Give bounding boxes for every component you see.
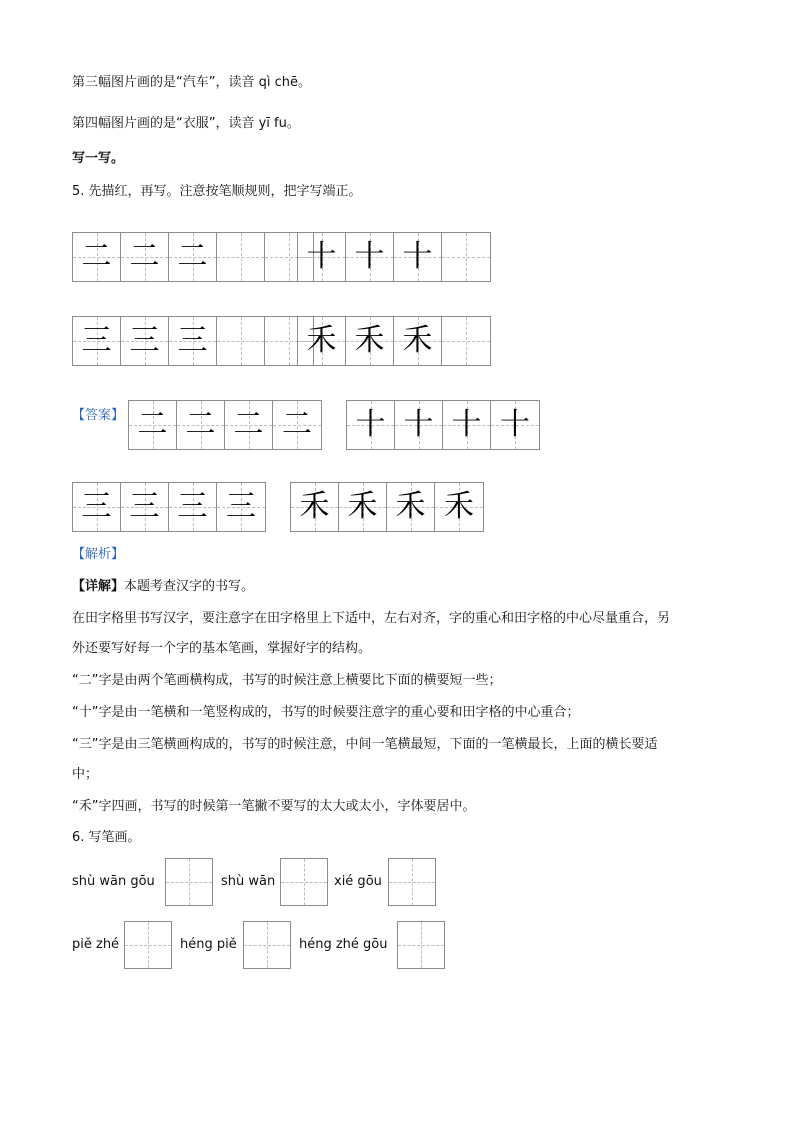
grid-char: 十	[355, 407, 386, 442]
grid-char: 十	[306, 239, 337, 274]
grid-cell	[346, 233, 394, 281]
analysis-paragraph: 外还要写好每一个字的基本笔画，掌握好字的结构。	[72, 641, 372, 656]
grid-cell	[121, 317, 169, 365]
grid-char: 禾	[395, 489, 426, 524]
stroke-answer-box[interactable]	[165, 858, 213, 906]
grid-cell	[73, 317, 121, 365]
grid-char: 十	[500, 407, 530, 442]
grid-char: 禾	[306, 323, 337, 358]
grid-char: 三	[177, 489, 208, 524]
grid-cell	[129, 401, 177, 449]
grid-cell	[394, 233, 442, 281]
grid-cell	[177, 401, 225, 449]
grid-char: 二	[282, 407, 312, 442]
grid-cell-blank[interactable]	[442, 317, 490, 365]
grid-char: 禾	[354, 323, 385, 358]
grid-cell	[273, 401, 321, 449]
stroke-answer-box[interactable]	[388, 858, 436, 906]
grid-cell-blank[interactable]	[442, 233, 490, 281]
grid-char: 三	[129, 489, 160, 524]
section-title: 写一写。	[72, 151, 125, 166]
grid-char: 禾	[299, 489, 330, 524]
stroke-answer-box[interactable]	[124, 921, 172, 969]
grid-char: 二	[185, 407, 216, 442]
grid-char: 二	[81, 239, 112, 274]
grid-char: 三	[81, 323, 112, 358]
grid-cell	[339, 483, 387, 531]
analysis-label: 【解析】	[72, 547, 125, 562]
detail-line	[72, 578, 254, 596]
grid-cell	[298, 233, 346, 281]
grid-char: 二	[137, 407, 168, 442]
grid-cell	[347, 401, 395, 449]
grid-char: 禾	[444, 489, 474, 524]
grid-char: 二	[129, 239, 160, 274]
grid-char: 二	[177, 239, 208, 274]
answer-grid-er	[128, 400, 322, 450]
practice-grid-san	[72, 316, 314, 366]
grid-char: 十	[403, 407, 434, 442]
stroke-label: shù wān gōu	[72, 874, 155, 889]
analysis-paragraph: “三”字是由三笔横画构成的，书写的时候注意，中间一笔横最短，下面的一笔横最长，上面的横长要适	[72, 737, 658, 752]
stroke-label: shù wān	[221, 874, 276, 889]
grid-cell	[169, 483, 217, 531]
intro-line-1: 第三幅图片画的是“汽车”，读音 qì chē。	[72, 75, 311, 90]
practice-grid-shi	[297, 232, 491, 282]
grid-cell	[225, 401, 273, 449]
grid-char: 三	[81, 489, 112, 524]
stroke-answer-box[interactable]	[397, 921, 445, 969]
question-6-prompt: 6. 写笔画。	[72, 830, 141, 845]
grid-char: 十	[451, 407, 482, 442]
stroke-label: héng zhé gōu	[299, 937, 388, 952]
stroke-answer-box[interactable]	[280, 858, 328, 906]
analysis-paragraph: 在田字格里书写汉字，要注意字在田字格里上下适中，左右对齐，字的重心和田字格的中心尽量重合，另	[72, 611, 671, 626]
practice-grid-er	[72, 232, 314, 282]
grid-char: 三	[177, 323, 208, 358]
stroke-label: piě zhé	[72, 937, 120, 952]
grid-cell	[121, 483, 169, 531]
detail-label: 【详解】	[72, 579, 125, 594]
grid-cell	[298, 317, 346, 365]
stroke-answer-box[interactable]	[243, 921, 291, 969]
question-5-prompt: 5. 先描红，再写。注意按笔顺规则，把字写端正。	[72, 184, 362, 199]
grid-cell	[346, 317, 394, 365]
answer-grid-he	[290, 482, 484, 532]
grid-cell	[395, 401, 443, 449]
grid-char: 十	[402, 239, 433, 274]
grid-cell	[169, 317, 217, 365]
grid-cell	[443, 401, 491, 449]
analysis-paragraph: “禾”字四画，书写的时候第一笔撇不要写的太大或太小，字体要居中。	[72, 799, 476, 814]
grid-cell-blank[interactable]	[217, 317, 265, 365]
analysis-paragraph: “二”字是由两个笔画横构成，书写的时候注意上横要比下面的横要短一些；	[72, 673, 502, 688]
grid-cell	[491, 401, 539, 449]
grid-char: 二	[233, 407, 264, 442]
answer-grid-shi	[346, 400, 540, 450]
grid-cell	[394, 317, 442, 365]
grid-cell	[169, 233, 217, 281]
grid-cell	[387, 483, 435, 531]
grid-char: 三	[226, 489, 256, 524]
stroke-label: xié gōu	[334, 874, 382, 889]
grid-char: 三	[129, 323, 160, 358]
grid-char: 禾	[402, 323, 433, 358]
grid-char: 十	[354, 239, 385, 274]
intro-line-2: 第四幅图片画的是“衣服”，读音 yī fu。	[72, 116, 300, 131]
analysis-paragraph: 中；	[72, 767, 99, 782]
analysis-paragraph: “十”字是由一笔横和一笔竖构成的，书写的时候要注意字的重心要和田字格的中心重合；	[72, 705, 580, 720]
grid-cell	[73, 233, 121, 281]
answer-label: 【答案】	[72, 408, 125, 423]
grid-cell	[217, 483, 265, 531]
detail-text: 本题考查汉字的书写。	[124, 579, 255, 594]
grid-cell	[121, 233, 169, 281]
answer-grid-san	[72, 482, 266, 532]
stroke-label: héng piě	[180, 937, 237, 952]
grid-cell	[435, 483, 483, 531]
grid-cell	[73, 483, 121, 531]
grid-char: 禾	[347, 489, 378, 524]
practice-grid-he	[297, 316, 491, 366]
grid-cell-blank[interactable]	[217, 233, 265, 281]
grid-cell	[291, 483, 339, 531]
